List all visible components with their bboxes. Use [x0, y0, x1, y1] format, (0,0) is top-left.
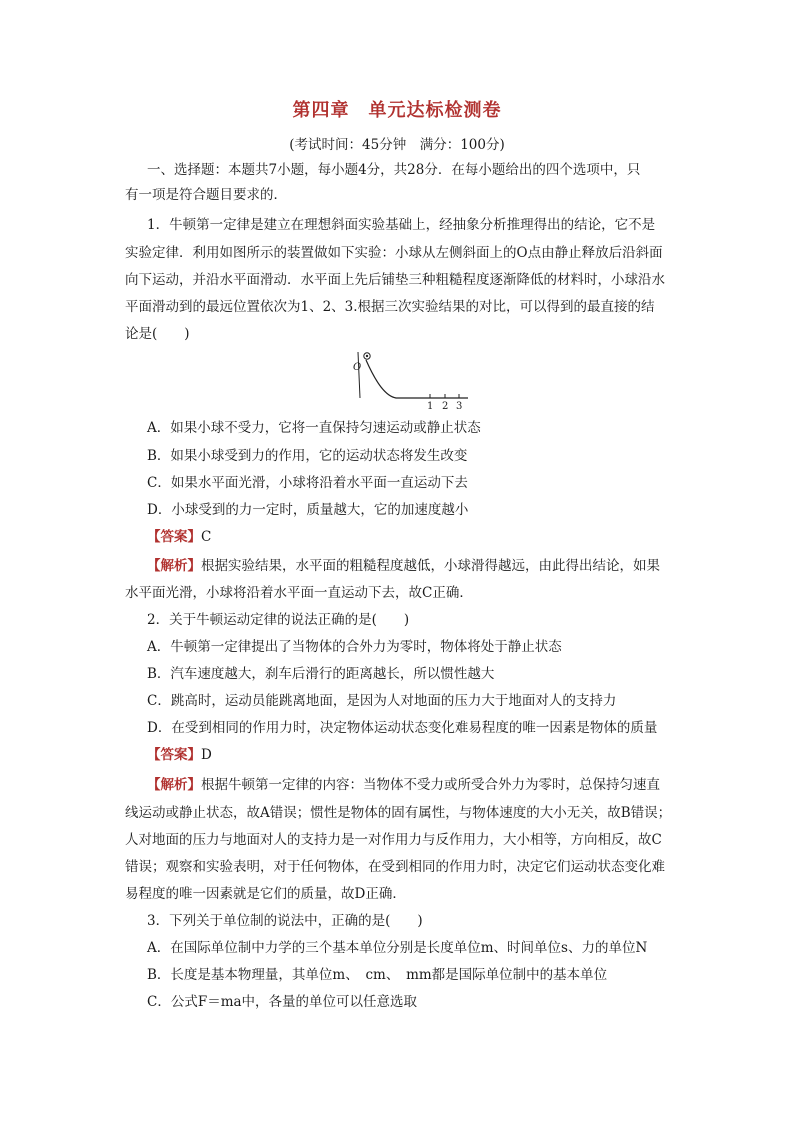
q1-option-d: D．小球受到的力一定时，质量越大，它的加速度越小 [147, 502, 469, 518]
page-title: 第四章 单元达标检测卷 [292, 100, 502, 121]
section-instructions-line-2: 有一项是符合题目要求的． [125, 187, 287, 203]
q1-analysis-line-1 [147, 556, 707, 576]
q2-option-b: B．汽车速度越大，刹车后滑行的距离越长，所以惯性越大 [147, 666, 495, 682]
ramp-diagram [350, 348, 470, 412]
q2-analysis-line-1 [147, 775, 707, 795]
q2-analysis-line-3: 人对地面的压力与地面对人的支持力是一对作用力与反作用力，大小相等，方向相反，故C [125, 832, 662, 848]
q1-stem-line-5: 论是( ) [125, 326, 190, 342]
q2-analysis-line-5: 易程度的唯一因素就是它们的质量，故D正确． [125, 886, 406, 902]
q1-stem-line-2: 实验定律．利用如图所示的装置做如下实验：小球从左侧斜面上的O点由静止释放后沿斜面 [125, 245, 663, 261]
q3-stem: 3．下列关于单位制的说法中，正确的是( ) [147, 913, 423, 929]
q2-answer [147, 745, 707, 765]
answer-value: D [201, 747, 212, 763]
q1-option-b: B．如果小球受到力的作用，它的运动状态将发生改变 [147, 448, 468, 464]
analysis-text: 根据实验结果，水平面的粗糙程度越低，小球滑得越远，由此得出结论，如果 [201, 558, 660, 574]
exam-info: (考试时间：45分钟 满分：100分) [289, 137, 505, 153]
mark-label-2: 2 [442, 401, 449, 412]
q1-answer [147, 527, 707, 547]
answer-value: C [201, 529, 212, 545]
q1-stem-line-3: 向下运动，并沿水平面滑动．水平面上先后铺垫三种粗糙程度逐渐降低的材料时，小球沿水 [125, 272, 665, 288]
ramp-wall [358, 352, 360, 398]
analysis-tag: 【解析】 [147, 777, 201, 793]
q1-analysis-line-2: 水平面光滑，小球将沿着水平面一直运动下去，故C正确． [125, 585, 473, 601]
point-o-label: O [353, 362, 362, 373]
ball-center [366, 355, 368, 357]
answer-tag: 【答案】 [147, 529, 201, 545]
section-instructions-line-1: 一、选择题：本题共7小题，每小题4分，共28分．在每小题给出的四个选项中，只 [147, 162, 641, 178]
q1-stem-line-4: 平面滑动到的最远位置依次为1、2、3.根据三次实验结果的对比，可以得到的最直接的结 [125, 299, 655, 315]
q3-option-a: A．在国际单位制中力学的三个基本单位分别是长度单位m、时间单位s、力的单位N [147, 940, 648, 956]
q2-analysis-line-2: 线运动或静止状态，故A错误；惯性是物体的固有属性，与物体速度的大小无关，故B错误； [125, 805, 672, 821]
mark-label-1: 1 [427, 401, 434, 412]
q2-option-a: A．牛顿第一定律提出了当物体的合外力为零时，物体将处于静止状态 [147, 639, 562, 655]
q3-option-b: B．长度是基本物理量，其单位m、 cm、 mm都是国际单位制中的基本单位 [147, 967, 608, 983]
q2-option-c: C．跳高时，运动员能跳离地面，是因为人对地面的压力大于地面对人的支持力 [147, 693, 617, 709]
q1-option-a: A．如果小球不受力，它将一直保持匀速运动或静止状态 [147, 420, 481, 436]
q2-option-d: D．在受到相同的作用力时，决定物体运动状态变化难易程度的唯一因素是物体的质量 [147, 720, 658, 736]
answer-tag: 【答案】 [147, 747, 201, 763]
analysis-text: 根据牛顿第一定律的内容：当物体不受力或所受合外力为零时，总保持匀速直 [201, 777, 660, 793]
q3-option-c: C．公式F＝ma中，各量的单位可以任意选取 [147, 994, 418, 1010]
analysis-tag: 【解析】 [147, 558, 201, 574]
ramp-track [366, 360, 468, 398]
q2-analysis-line-4: 错误；观察和实验表明，对于任何物体，在受到相同的作用力时，决定它们运动状态变化难 [125, 859, 665, 875]
q2-stem: 2．关于牛顿运动定律的说法正确的是( ) [147, 612, 410, 628]
q1-stem-line-1: 1．牛顿第一定律是建立在理想斜面实验基础上，经抽象分析推理得出的结论，它不是 [147, 217, 656, 233]
q1-option-c: C．如果水平面光滑，小球将沿着水平面一直运动下去 [147, 475, 468, 491]
mark-label-3: 3 [456, 401, 463, 412]
